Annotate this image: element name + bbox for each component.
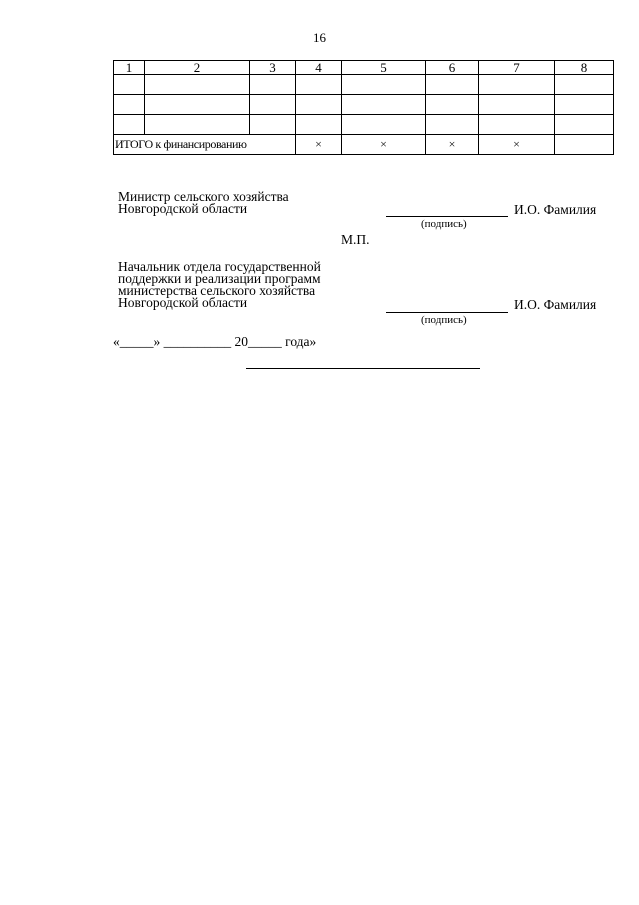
column-header: 6 (426, 61, 479, 75)
column-header: 2 (145, 61, 250, 75)
signatory-title-minister (118, 191, 289, 215)
total-cell: × (479, 135, 555, 155)
signatory-title-line: Новгородской области (118, 295, 248, 310)
signatory-title-department-head (118, 261, 321, 309)
total-row (114, 135, 614, 155)
signatory-title-line: Новгородской области (118, 201, 248, 216)
date-line: «_____» __________ 20_____ года» (113, 334, 317, 349)
signatory-name: И.О. Фамилия (514, 297, 597, 312)
column-header: 3 (250, 61, 296, 75)
signature-caption: (подпись) (421, 218, 467, 230)
table-row (114, 95, 614, 115)
signatory-title-line: Начальник отдела государственной (118, 259, 321, 274)
column-header: 5 (342, 61, 426, 75)
table-header-row (114, 61, 614, 75)
signature-caption: (подпись) (421, 314, 467, 326)
signatory-name: И.О. Фамилия (514, 202, 597, 217)
page-number: 16 (313, 30, 326, 45)
total-cell (555, 135, 614, 155)
total-cell: × (296, 135, 342, 155)
table-row (114, 75, 614, 95)
signatory-title-line: министерства сельского хозяйства (118, 283, 316, 298)
stamp-label: М.П. (341, 232, 370, 247)
signature-line (386, 312, 508, 313)
total-label: ИТОГО к финансированию (114, 135, 296, 155)
column-header: 4 (296, 61, 342, 75)
column-header: 7 (479, 61, 555, 75)
signatory-title-line: поддержки и реализации программ (118, 271, 321, 286)
bottom-rule (246, 368, 480, 369)
signature-line (386, 216, 508, 217)
column-header: 1 (114, 61, 145, 75)
column-header: 8 (555, 61, 614, 75)
total-cell: × (426, 135, 479, 155)
table-row (114, 115, 614, 135)
total-cell: × (342, 135, 426, 155)
signatory-title-line: Министр сельского хозяйства (118, 189, 289, 204)
financing-table (113, 60, 614, 155)
